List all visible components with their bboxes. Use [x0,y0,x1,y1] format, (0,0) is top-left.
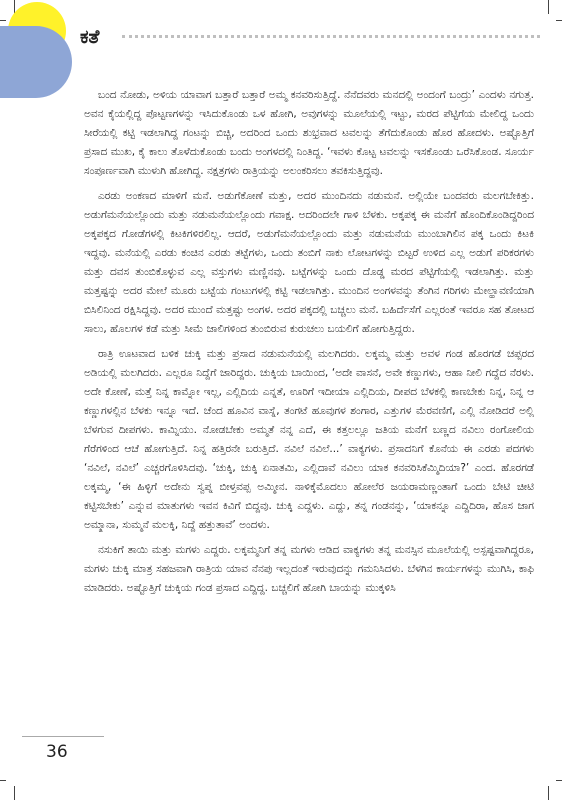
page-number: 36 [46,742,68,762]
paragraph: ನಸುಕಿಗೆ ತಾಯಿ ಮತ್ತು ಮಗಳು ಎದ್ದರು. ಲಕ್ಕಮ್ಮನಿಗೆ ತನ್ನ ಮಗಳು ಆಡಿದ ವಾಕ್ಯಗಳು ತನ್ನ ಮನಸ್ಸಿನ ಮೂಲೆಯಲ್ಲಿ ಅಸ್ಪಷ್ಟವಾಗಿದ್ದರೂ, ಮಗಳು ಚುಕ್ಕಿ ಮಾತ್ರ ಸಹಜವಾಗಿ ರಾತ್ರಿಯ ಯಾವ ನೆನಪು ಇಲ್ಲದಂತೆ ಇರುವುದನ್ನು ಗಮನಿಸಿದಳು. ಬೆಳಗಿನ ಕಾರ್ಯಗಳನ್ನು ಮುಗಿಸಿ, ಕಾಫಿ ಮಾಡಿದರು. ಅಷ್ಟೊತ್ತಿಗೆ ಚುಕ್ಕಿಯ ಗಂಡ ಪ್ರಸಾದ ಎದ್ದಿದ್ದ. ಬಚ್ಚಲಿಗೆ ಹೋಗಿ ಬಾಯನ್ನು ಮುಕ್ಕಳಿಸಿ [84,544,534,594]
footer-rule [22,736,104,737]
paragraph: ಬಂದ ನೋಡು, ಅಳಿಯ ಯಾವಾಗ ಬತ್ತಾರೆ ಬತ್ತಾರೆ ಅಮ್ಮ ಕನವರಿಸುತ್ತಿದ್ದೆ. ನೆನೆದವರು ಮನದಲ್ಲಿ ಅಂದಂಗೆ ಬಂದ್ರು’ ಎಂದಳು ನಗುತ್ತ. ಅವನ ಕೈಯಲ್ಲಿದ್ದ ಪೊಟ್ಟಣಗಳನ್ನು ಇಸಿದುಕೊಂಡು ಒಳ ಹೋಗಿ, ಅವುಗಳನ್ನು ಮೂಲೆಯಲ್ಲಿ ಇಟ್ಟು, ಮರದ ಪೆಟ್ಟಿಗೆಯ ಮೇಲಿದ್ದ ಒಂದು ಸೀರೆಯಲ್ಲಿ ಕಟ್ಟಿ ಇಡಲಾಗಿದ್ದ ಗಂಟನ್ನು ಬಿಚ್ಚಿ, ಅದರಿಂದ ಒಂದು ಶುಭ್ರವಾದ ಟವಲನ್ನು ತೆಗೆದುಕೊಂಡು ಹೊರ ಹೋದಳು. ಅಷ್ಟೊತ್ತಿಗೆ ಪ್ರಸಾದ ಮುಖ, ಕೈ ಕಾಲು ತೊಳೆದುಕೊಂಡು ಬಂದು ಅಂಗಳದಲ್ಲಿ ನಿಂತಿದ್ದ. ‘ಇವಳು ಕೊಟ್ಟ ಟವಲನ್ನು ಇಸಕೊಂಡು ಒರೆಸಿಕೊಂಡ. ಸೂರ್ಯ ಸಂಪೂರ್ಣವಾಗಿ ಮುಳುಗಿ ಹೋಗಿದ್ದ. ನಕ್ಷತ್ರಗಳು ರಾತ್ರಿಯನ್ನು ಅಲಂಕರಿಸಲು ತವಕಿಸುತ್ತಿದ್ದವು. [84,89,534,177]
paragraph: ರಾತ್ರಿ ಊಟವಾದ ಬಳಿಕ ಚುಕ್ಕಿ ಮತ್ತು ಪ್ರಸಾದ ನಡುಮನೆಯಲ್ಲಿ ಮಲಗಿದರು. ಲಕ್ಕಮ್ಮ ಮತ್ತು ಅವಳ ಗಂಡ ಹೊರಗಡೆ ಚಪ್ಪರದ ಅಡಿಯಲ್ಲಿ ಮಲಗಿದರು. ಎಲ್ಲರೂ ನಿದ್ದೆಗೆ ಜಾರಿದ್ದರು. ಚುಕ್ಕಿಯ ಬಾಯಿಂದ, ‘ಅದೇ ವಾಸನೆ, ಅವೇ ಕಣ್ಣುಗಳು, ಆಹಾ ನೀಲಿ ಗದ್ದೆದ ನೆರಳು. ಅದೇ ಕೋಣೆ, ಮತ್ತೆ ನಿನ್ನ ಕಾಮ್ನೋ ಇಲ್ಲ, ಎಲ್ಲಿದಿಯ ಎನ್ನತೆ, ಊರಿಗೆ ಇದೀಯಾ ಎಲ್ಲಿದಿಯ, ದೀಪದ ಬೆಳಕಲ್ಲಿ ಕಾಣಬೇಕು ನಿನ್ನ, ನಿನ್ನ ಆ ಕಣ್ಣುಗಳಲ್ಲಿನ ಬೆಳಕು ಇನ್ನೂ ಇದೆ. ಚೆಂದ ಹೂವಿನ ವಾಸ್ನೆ, ತಂಗಟೆ ಹೂವುಗಳ ಶಂಗಾರ, ಎತ್ತುಗಳ ಮೆರವಣಿಗೆ, ಎಲ್ಲಿ ನೋಡಿದರೆ ಅಲ್ಲಿ ಬೆಳಗುವ ದೀಪಗಳು. ಕಾಮ್ನಿಯು. ನೋಡಬೇಕು ಅಮ್ಮತೆ ನನ್ನ ಎದೆ, ಈ ಕತ್ತಲಲ್ಲೂ ಜತಿಯ ಮನೆಗೆ ಬಣ್ಣದ ನವಿಲು ರಂಗೋಲಿಯ ಗೆರೆಗಳಿಂದ ಆಚೆ ಹೋಗುತ್ತಿದೆ. ನಿನ್ನ ಹತ್ತಿರನೇ ಬರುತ್ತಿದೆ. ನವಿಲೆ ನವಿಲೆ...’ ವಾಕ್ಯಗಳು. ಪ್ರಸಾದನಿಗೆ ಕೊನೆಯ ಈ ಎರಡು ಪದಗಳು ‘ನವಿಲೆ, ನವಿಲೆ’ ಎಚ್ಚರಗೊಳಿಸಿದವು. ‘ಚುಕ್ಕಿ, ಚುಕ್ಕಿ ಏನಾತಮಿ, ಎಲ್ಲಿದಾವೆ ನವಿಲು ಯಾಕ ಕನವರಿಸಿಕೆಮ್ಮಿದಿಯಾ?’ ಎಂದ. ಹೊರಗಡೆ ಲಕ್ಕಮ್ಮ, ‘ಈ ಹಿಳ್ಳಿಗೆ ಅದೇನು ಸ್ವಪ್ನ ಬೀಳ್ತವಪ್ಪ ಅಮ್ಮೀನ. ನಾಳಿಕ್ಕೆಮೊದಲು ಹೋಲೆರ ಜಯರಾಮಣ್ಣಂತಾಗೆ ಒಂದು ಬೇಟಿ ಚೀಟಿ ಕಟ್ಟಿಸಬೇಕು’ ಎನ್ನುವ ಮಾತುಗಳು ಇವನ ಕಿವಿಗೆ ಬಿದ್ದವು. ಚುಕ್ಕಿ ಎದ್ದಳು. ಎದ್ದು, ತನ್ನ ಗಂಡನನ್ನು, ‘ಯಾಕನ್ನೂ ಎದ್ದಿದಿರಾ, ಹೊಸ ಜಾಗ ಅಮ್ಮಾನಾ, ಸುಮ್ಮನೆ ಮಲಕ್ಕಿ, ನಿದ್ದೆ ಹತ್ತುತಾವೆ’ ಅಂದಳು. [84,348,534,531]
crop-mark-right-upper [556,20,562,21]
decorative-blue-semicircle [0,26,72,98]
crop-mark-bottom-right [548,786,549,800]
story-text [84,86,534,604]
crop-mark-left-lower [0,780,6,781]
section-title: ಕತೆ [80,26,100,48]
paragraph: ಎರಡು ಅಂಕಣದ ಮಾಳಿಗೆ ಮನೆ. ಅಡುಗೆಕೋಣೆ ಮತ್ತು, ಅದರ ಮುಂದಿನದು ನಡುಮನೆ. ಅಲ್ಲಿಯೇ ಬಂದವರು ಮಲಗಬೇಕಿತ್ತು. ಅಡುಗೆಮನೆಯಲ್ಲೊಂದು ಮತ್ತು ನಡುಮನೆಯಲ್ಲೊಂದು ಗವಾಕ್ಷ. ಅದರಿಂದಲೇ ಗಾಳಿ ಬೆಳಕು. ಅಕ್ಕಪಕ್ಕ ಈ ಮನೆಗೆ ಹೊಂದಿಕೊಂಡಿದ್ದರಿಂದ ಅಕ್ಕಪಕ್ಕದ ಗೋಡೆಗಳಲ್ಲಿ ಕಿಟಕಿಗಳಿರಲಿಲ್ಲ. ಆದರೆ, ಅಡುಗೆಮನೆಯಲ್ಲೊಂದು ಮತ್ತು ನಡುಮನೆಯ ಮುಂಬಾಗಿಲಿನ ಪಕ್ಕ ಒಂದು ಕಿಟಕಿ ಇದ್ದವು. ಮನೆಯಲ್ಲಿ ಎರಡು ಕಂಚಿನ ಎರಡು ತಟ್ಟೆಗಳು, ಒಂದು ತಂಬಿಗೆ ನಾಕು ಲೋಟಗಳನ್ನು ಬಿಟ್ಟರೆ ಉಳಿದ ಎಲ್ಲ ಅಡುಗೆ ಪರಿಕರಗಳು ಮತ್ತು ದವಸ ತುಂಬಿಕೊಳ್ಳುವ ಎಲ್ಲ ವಸ್ತುಗಳು ಮಣ್ಣಿನವು. ಬಟ್ಟೆಗಳನ್ನು ಒಂದು ದೊಡ್ಡ ಮರದ ಪೆಟ್ಟಿಗೆಯಲ್ಲಿ ಇಡಲಾಗಿತ್ತು. ಮತ್ತು ಮತ್ತಷ್ಟನ್ನು ಅದರ ಮೇಲೆ ಮೂರು ಬಟ್ಟೆಯ ಗಂಟುಗಳಲ್ಲಿ ಕಟ್ಟಿ ಇಡಲಾಗಿತ್ತು. ಮುಂದಿನ ಅಂಗಳವನ್ನು ತೆಂಗಿನ ಗರಿಗಳು ಮೇಲ್ಹಾವಣಿಯಾಗಿ ಬಿಸಿಲಿನಿಂದ ರಕ್ಷಿಸಿದ್ದವು. ಅದರ ಮುಂದೆ ಮತ್ತಷ್ಟು ಅಂಗಳ. ಅದರ ಪಕ್ಕದಲ್ಲಿ ಬಚ್ಚಲು ಮನೆ. ಬಹಿರ್ದೆಸೆಗೆ ಎಲ್ಲರಂತೆ ಇವರೂ ಸಹ ತೋಟದ ಸಾಲು, ಹೊಲಗಳ ಕಡೆ ಮತ್ತು ಸೀಮೆ ಜಾಲಿಗಳಿಂದ ತುಂಬಿರುವ ಕುರುಚಲು ಬಯಲಿಗೆ ಹೋಗುತ್ತಿದ್ದರು. [84,190,534,335]
header-dotted-rule [122,35,540,38]
crop-mark-bottom-left [14,786,15,800]
crop-mark-left-upper [0,20,6,21]
crop-mark-top-right [548,0,549,14]
crop-mark-right-lower [556,780,562,781]
